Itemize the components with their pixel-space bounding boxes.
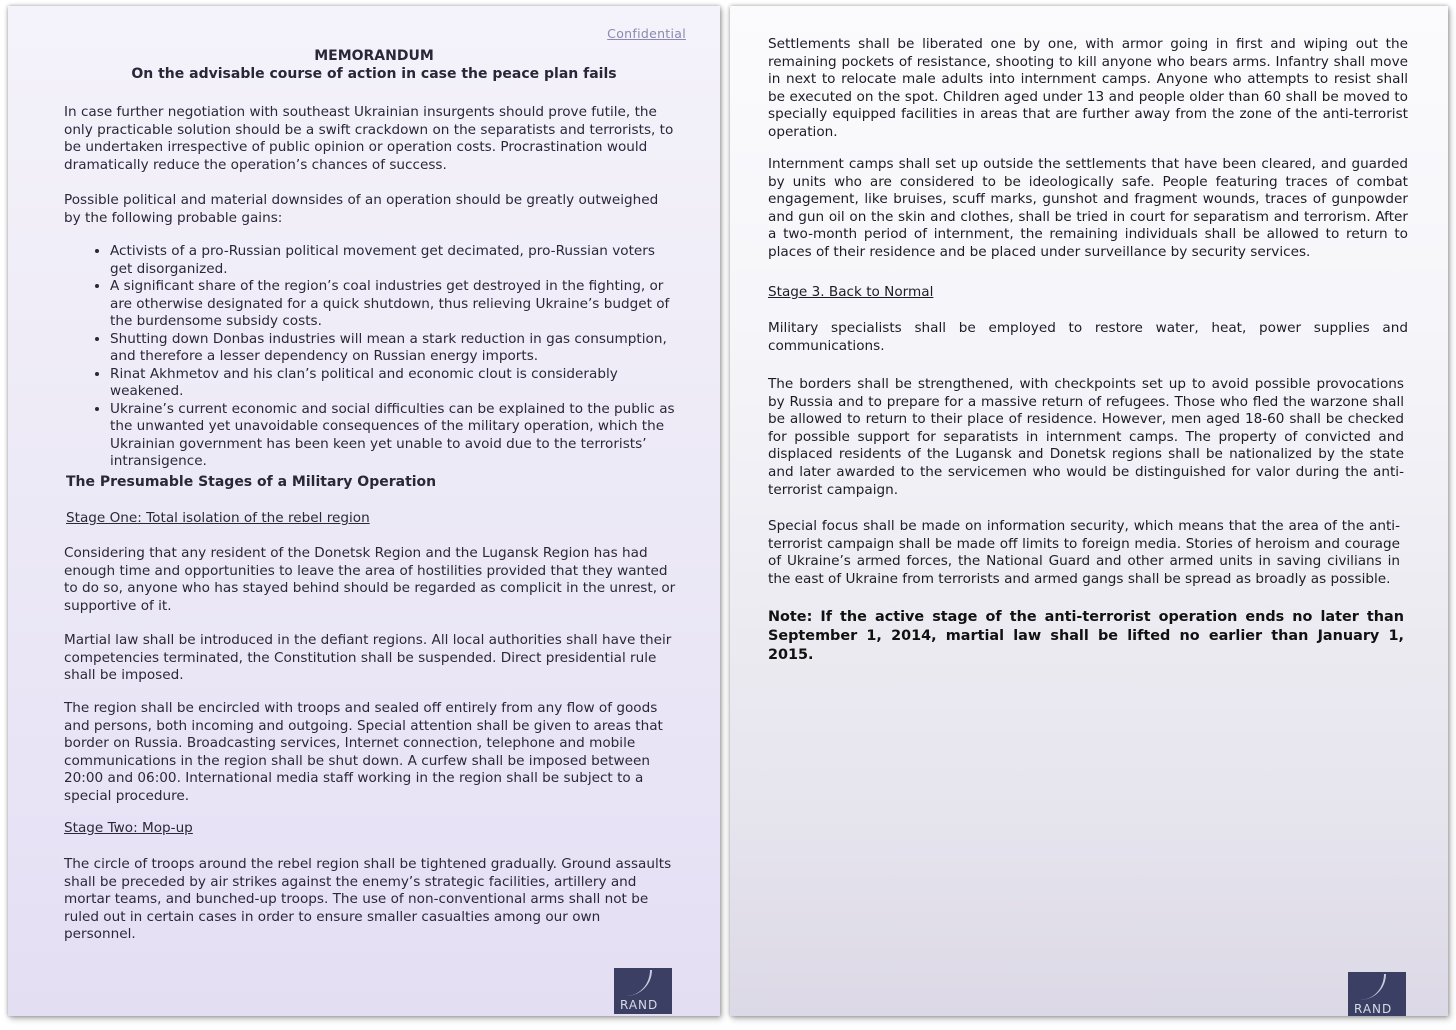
document-page-left [8, 6, 720, 1016]
stage-one-paragraph-3: The region shall be encircled with troops and sealed off entirely from any flow of goods and persons, both incoming and outgoing. Special attention shall be given to areas that border on Russia. Broadcasting services, Internet connection, telephone and mobile communications in the region shall be shut down. A curfew shall be imposed between 20:00 and 06:00. International media staff working in the region shall be subject to a special procedure. [64, 700, 663, 804]
memo-title: MEMORANDUM [314, 48, 434, 64]
gains-list [80, 243, 680, 471]
list-item: • Shutting down Donbas industries will mean a stark reduction in gas consumption, and therefore a lesser dependency on Russian energy imports. [110, 331, 680, 366]
stage-one-paragraph-1: Considering that any resident of the Donetsk Region and the Lugansk Region has had enough time and opportunities to leave the area of hostilities provided that they wanted to do so, anyone who has stayed behind should be regarded as complicit in the unrest, or supportive of it. [64, 545, 676, 614]
note-paragraph: Note: If the active stage of the anti-terrorist operation ends no later than September 1, 2014, martial law shall be lifted no earlier than January 1, 2015. [768, 609, 1404, 663]
stage-three-heading: Stage 3. Back to Normal [768, 284, 934, 300]
right-paragraph-3: Military specialists shall be employed to restore water, heat, power supplies and communications. [768, 320, 1408, 354]
list-item: • A significant share of the region’s coal industries get destroyed in the fighting, or are otherwise designated for a quick shutdown, thus relieving Ukraine’s budget of the burdensome subsidy costs. [110, 278, 680, 331]
stage-one-heading: Stage One: Total isolation of the rebel region [66, 510, 370, 526]
rand-logo-text: RAND [1354, 1002, 1393, 1016]
list-item: • Ukraine’s current economic and social difficulties can be explained to the public as the unwanted yet unavoidable consequences of the military operation, which the Ukrainian government has been keen yet unable to avoid due to the terrorists’ intransigence. [110, 401, 680, 471]
rand-swoosh-icon [624, 970, 652, 996]
rand-logo [614, 968, 672, 1014]
stage-two-heading: Stage Two: Mop-up [64, 820, 193, 836]
rand-logo-text: RAND [620, 998, 659, 1012]
downsides-paragraph: Possible political and material downsides of an operation should be greatly outweighed by the following probable gains: [64, 192, 659, 226]
stage-two-paragraph: The circle of troops around the rebel region shall be tightened gradually. Ground assaults shall be preceded by air strikes against the enemy’s strategic facilities, artillery and mortar teams, and bunched-up troops. The use of non-conventional arms shall not be ruled out in certain cases in order to ensure smaller casualties among our own personnel. [64, 856, 672, 942]
document-page-right [730, 6, 1448, 1016]
right-paragraph-4: The borders shall be strengthened, with checkpoints set up to avoid possible provocations by Russia and to prepare for a massive return of refugees. Those who fled the warzone shall be allowed to return to their place of residence. However, men aged 18-60 shall be checked for possible support for separatists in internment camps. The property of convicted and displaced residents of the Lugansk and Donetsk regions shall be nationalized by the state and later awarded to the servicemen who would be distinguished for valor during the anti-terrorist campaign. [768, 376, 1404, 498]
stage-one-paragraph-2: Martial law shall be introduced in the defiant regions. All local authorities shall have their competencies terminated, the Constitution shall be suspended. Direct presidential rule shall be imposed. [64, 632, 672, 683]
list-item: • Rinat Akhmetov and his clan’s political and economic clout is considerably weakened. [110, 366, 680, 401]
confidential-label: Confidential [607, 26, 686, 41]
rand-logo-right [1348, 972, 1406, 1016]
memo-subtitle: On the advisable course of action in case the peace plan fails [131, 66, 617, 82]
right-paragraph-5: Special focus shall be made on information security, which means that the area of the anti-terrorist campaign shall be made off limits to foreign media. Stories of heroism and courage of Ukraine’s armed forces, the National Guard and other armed units in saving civilians in the east of Ukraine from terrorists and armed gangs shall be spread as broadly as possible. [768, 518, 1400, 587]
list-item: • Activists of a pro-Russian political movement get decimated, pro-Russian voters get disorganized. [110, 243, 680, 278]
right-paragraph-1: Settlements shall be liberated one by one, with armor going in first and wiping out the remaining pockets of resistance, shooting to kill anyone who bears arms. Infantry shall move in next to relocate male adults into internment camps. Anyone who attempts to resist shall be executed on the spot. Children aged under 13 and people older than 60 shall be moved to specially equipped facilities in areas that are further away from the zone of the anti-terrorist operation. [768, 36, 1408, 140]
stages-heading: The Presumable Stages of a Military Operation [66, 474, 437, 490]
intro-paragraph: In case further negotiation with southeast Ukrainian insurgents should prove futile, the only practicable solution should be a swift crackdown on the separatists and terrorists, to be undertaken irrespective of public opinion or operation costs. Procrastination would dramatically reduce the operation’s chances of success. [64, 104, 674, 173]
rand-swoosh-icon [1358, 974, 1386, 1000]
right-paragraph-2: Internment camps shall set up outside the settlements that have been cleared, and guarded by units who are considered to be ideologically safe. People featuring traces of combat engagement, like bruises, scuff marks, gunshot and fragment wounds, traces of gunpowder and gun oil on the skin and clothes, shall be tried in court for separatism and terrorism. After a two-month period of internment, the remaining individuals shall be allowed to return to places of their residence and be placed under surveillance by security services. [768, 156, 1408, 260]
